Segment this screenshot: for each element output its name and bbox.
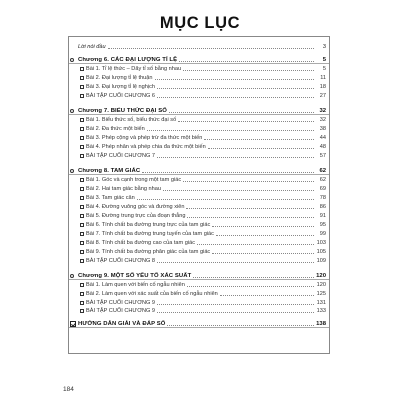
toc-entry-page: 62 (319, 168, 326, 174)
toc-entry-label: Bài 2. Đại lượng tỉ lệ thuận (86, 75, 153, 81)
dot-leader (193, 277, 314, 278)
square-bullet-icon (80, 76, 84, 80)
toc-section-row (69, 255, 329, 264)
square-bullet-icon (80, 196, 84, 200)
toc-entry-page: 125 (316, 291, 326, 297)
toc-entry-label: Bài 1. Biểu thức số, biểu thức đại số (86, 117, 177, 123)
toc-entry-page: 32 (319, 117, 326, 123)
square-bullet-icon (80, 205, 84, 209)
toc-foreword-row (69, 41, 329, 50)
answers-marker (69, 321, 78, 327)
toc-entry-label: Bài 4. Phép nhân và phép chia đa thức một biến (86, 144, 206, 150)
toc-entry-label: Bài 2. Đa thức một biến (86, 126, 145, 132)
dot-leader (108, 48, 314, 49)
toc-section-row (69, 219, 329, 228)
circle-bullet-icon (70, 58, 74, 62)
toc-entry-page: 120 (316, 273, 326, 279)
toc-section-row (69, 305, 329, 314)
toc-section-row (69, 288, 329, 297)
toc-entry-label: BÀI TẬP CUỐI CHƯƠNG 6 (86, 93, 156, 99)
toc-section-row (69, 174, 329, 183)
toc-section-row (69, 81, 329, 90)
dot-leader (155, 79, 315, 80)
dot-leader (178, 121, 314, 122)
square-bullet-icon (80, 223, 84, 227)
dot-leader (157, 157, 314, 158)
toc-entry-label: Bài 8. Tính chất ba đường cao của tam giác (86, 240, 195, 246)
toc-section-row (69, 228, 329, 237)
toc-section-row (69, 90, 329, 99)
dot-leader (179, 61, 314, 62)
toc-entry-page: 44 (319, 135, 326, 141)
square-bullet-icon (80, 283, 84, 287)
foreword-marker (69, 44, 78, 50)
square-bullet-icon (80, 67, 84, 71)
toc-section-row (69, 63, 329, 72)
toc-entry-label: Bài 3. Tam giác cân (86, 195, 135, 201)
toc-entry-label: Bài 6. Tính chất ba đường trung trực của tam giác (86, 222, 211, 228)
section-marker (69, 93, 86, 99)
toc-entry-page: 3 (322, 44, 326, 50)
square-bullet-icon (80, 178, 84, 182)
toc-section-row (69, 72, 329, 81)
circle-bullet-icon (70, 274, 74, 278)
toc-chapter-row (69, 270, 329, 279)
square-bullet-icon (80, 259, 84, 263)
toc-entry-label: BÀI TẬP CUỐI CHƯƠNG 9 (86, 300, 156, 306)
toc-entry-page: 99 (319, 231, 326, 237)
toc-section-row (69, 246, 329, 255)
dot-leader (187, 217, 314, 218)
toc-section-row (69, 201, 329, 210)
dot-leader (216, 235, 314, 236)
dot-leader (187, 286, 314, 287)
dot-leader (183, 70, 314, 71)
toc-entry-page: 120 (316, 282, 326, 288)
toc-entry-page: 131 (316, 300, 326, 306)
toc-entry-label: Lời nói đầu (78, 44, 106, 50)
section-marker (69, 258, 86, 264)
toc-entry-label: BÀI TẬP CUỐI CHƯƠNG 7 (86, 153, 156, 159)
square-bullet-icon (80, 241, 84, 245)
toc-chapter-row (69, 105, 329, 114)
toc-entry-page: 5 (322, 66, 326, 72)
dot-leader (147, 130, 314, 131)
toc-entry-page: 5 (322, 57, 326, 63)
dot-leader (157, 312, 314, 313)
toc-section-row (69, 237, 329, 246)
toc-entry-page: 38 (319, 126, 326, 132)
dot-leader (212, 226, 314, 227)
square-bullet-icon (80, 85, 84, 89)
toc-entry-page: 18 (319, 84, 326, 90)
toc-entry-label: Bài 7. Tính chất ba đường trung tuyến của tam giác (86, 231, 214, 237)
toc-entry-label: Bài 3. Đại lượng tỉ lệ nghịch (86, 84, 155, 90)
square-bullet-icon (80, 136, 84, 140)
toc-entry-page: 95 (319, 222, 326, 228)
toc-section-row (69, 210, 329, 219)
square-bullet-icon (80, 145, 84, 149)
section-marker (69, 153, 86, 159)
square-bullet-icon (80, 214, 84, 218)
toc-entry-page: 11 (320, 75, 326, 81)
toc-entry-label: Bài 4. Đường vuông góc và đường xiên (86, 204, 185, 210)
square-bullet-icon (80, 127, 84, 131)
toc-entry-label: Chương 6. CÁC ĐẠI LƯỢNG TỈ LỆ (78, 57, 178, 63)
toc-entry-page: 27 (319, 93, 326, 99)
page-title: MỤC LỤC (159, 14, 241, 32)
table-of-contents (68, 36, 330, 354)
square-bullet-icon (80, 309, 84, 313)
dot-leader (157, 97, 314, 98)
toc-section-row (69, 123, 329, 132)
toc-entry-page: 69 (319, 186, 326, 192)
toc-entry-page: 32 (319, 108, 326, 114)
dot-leader (167, 325, 314, 326)
dot-leader (157, 88, 314, 89)
toc-entry-page: 91 (319, 213, 326, 219)
toc-entry-label: Bài 2. Làm quen với xác suất của biến cố ngẫu nhiên (86, 291, 218, 297)
toc-entry-page: 78 (319, 195, 326, 201)
toc-entry-page: 109 (316, 258, 326, 264)
square-bullet-icon (80, 118, 84, 122)
dot-leader (212, 253, 314, 254)
toc-entry-label: Bài 1. Góc và cạnh trong một tam giác (86, 177, 182, 183)
square-bullet-icon (80, 187, 84, 191)
square-bullet-icon (80, 250, 84, 254)
toc-entry-page: 138 (316, 321, 326, 327)
toc-entry-label: BÀI TẬP CUỐI CHƯƠNG 9 (86, 308, 156, 314)
toc-entry-label: Chương 9. MỘT SỐ YẾU TỐ XÁC SUẤT (78, 273, 192, 279)
toc-chapter-row (69, 54, 329, 63)
toc-entry-page: 105 (316, 249, 326, 255)
toc-entry-label: Bài 2. Hai tam giác bằng nhau (86, 186, 161, 192)
toc-entry-page: 57 (319, 153, 326, 159)
square-bullet-icon (80, 154, 84, 158)
dot-leader (157, 262, 314, 263)
dot-leader (169, 112, 314, 113)
square-bullet-icon (80, 94, 84, 98)
dot-leader (197, 244, 314, 245)
dot-leader (220, 295, 314, 296)
dot-leader (183, 181, 314, 182)
toc-section-row (69, 183, 329, 192)
toc-section-row (69, 132, 329, 141)
toc-section-row (69, 141, 329, 150)
toc-section-row (69, 114, 329, 123)
square-bullet-icon (80, 292, 84, 296)
toc-entry-label: Bài 1. Làm quen với biến cố ngẫu nhiên (86, 282, 185, 288)
toc-entry-label: Bài 9. Tính chất ba đường phân giác của tam giác (86, 249, 211, 255)
square-bullet-icon (80, 232, 84, 236)
toc-entry-page: 133 (316, 308, 326, 314)
section-marker (69, 308, 86, 314)
dot-leader (137, 199, 314, 200)
toc-entry-page: 62 (319, 177, 326, 183)
circle-bullet-icon (70, 109, 74, 113)
toc-entry-label: Bài 5. Đường trung trực của đoạn thẳng (86, 213, 186, 219)
dot-leader (142, 172, 314, 173)
page-number: 184 (63, 386, 74, 393)
toc-entry-page: 86 (319, 204, 326, 210)
toc-entry-label: Chương 7. BIỂU THỨC ĐẠI SỐ (78, 108, 167, 114)
toc-answers-row (69, 318, 329, 327)
circle-bullet-icon (70, 169, 74, 173)
dot-leader (208, 148, 314, 149)
checkbox-icon (70, 321, 76, 327)
toc-chapter-row (69, 165, 329, 174)
toc-entry-label: Bài 3. Phép cộng và phép trừ đa thức một biến (86, 135, 203, 141)
dot-leader (204, 139, 314, 140)
dot-leader (186, 208, 314, 209)
toc-entry-label: BÀI TẬP CUỐI CHƯƠNG 8 (86, 258, 156, 264)
toc-section-row (69, 150, 329, 159)
toc-section-row (69, 192, 329, 201)
toc-entry-label: Bài 1. Tỉ lệ thức – Dãy tỉ số bằng nhau (86, 66, 182, 72)
toc-entry-label: Chương 8. TAM GIÁC (78, 168, 141, 174)
dot-leader (163, 190, 314, 191)
toc-section-row (69, 279, 329, 288)
toc-entry-label: HƯỚNG DẪN GIẢI VÀ ĐÁP SỐ (78, 321, 166, 327)
toc-entry-page: 48 (319, 144, 326, 150)
toc-entry-page: 103 (316, 240, 326, 246)
